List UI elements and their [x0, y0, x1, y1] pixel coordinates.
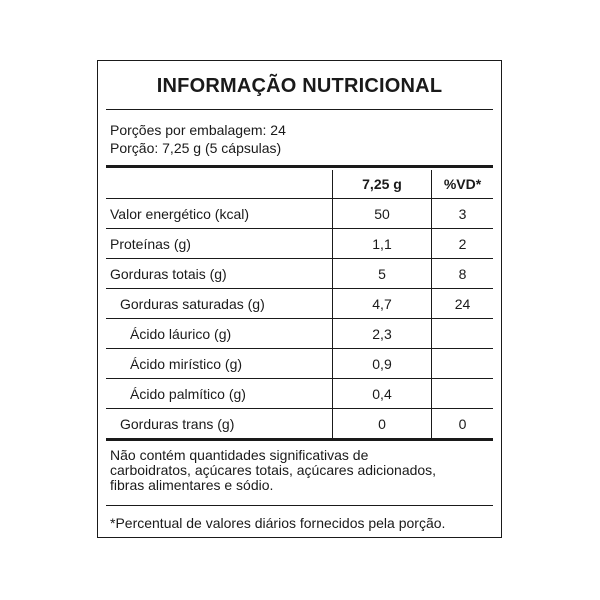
nutrient-amount: 0,4	[333, 379, 432, 409]
nutrient-dv: 2	[432, 229, 494, 259]
nutrient-amount: 4,7	[333, 289, 432, 319]
nutrient-name: Ácido mirístico (g)	[106, 349, 333, 379]
nutrient-name: Gorduras totais (g)	[106, 259, 333, 289]
serving-size: Porção: 7,25 g (5 cápsulas)	[110, 140, 282, 156]
table-row	[106, 289, 493, 319]
nutrition-facts-panel	[97, 60, 502, 538]
servings-per-package: Porções por embalagem: 24	[110, 122, 286, 138]
table-row	[106, 349, 493, 379]
table-row	[106, 409, 493, 439]
daily-value-footnote: *Percentual de valores diários fornecidos pela porção.	[110, 515, 446, 531]
nutrient-dv: 24	[432, 289, 494, 319]
nutrient-dv	[432, 319, 494, 349]
title-divider	[106, 109, 493, 110]
footnote-divider	[106, 505, 493, 506]
panel-title: INFORMAÇÃO NUTRICIONAL	[156, 75, 443, 97]
nutrient-amount: 0	[333, 409, 432, 439]
nutrient-name: Gorduras saturadas (g)	[106, 289, 333, 319]
nutrient-dv: 3	[432, 199, 494, 229]
nutrient-amount: 5	[333, 259, 432, 289]
serving-info	[110, 121, 286, 157]
nutrient-dv: 0	[432, 409, 494, 439]
not-significant-note	[110, 448, 489, 493]
note-line: carboidratos, açúcares totais, açúcares adicionados,	[110, 462, 437, 478]
nutrient-dv	[432, 349, 494, 379]
dv-column-header: %VD*	[432, 170, 494, 199]
table-row	[106, 319, 493, 349]
table-row	[106, 379, 493, 409]
table-row	[106, 229, 493, 259]
table-row	[106, 259, 493, 289]
table-bottom-divider	[106, 438, 493, 441]
table-row	[106, 199, 493, 229]
nutrient-amount: 0,9	[333, 349, 432, 379]
nutrient-name: Proteínas (g)	[106, 229, 333, 259]
header-thick-divider	[106, 165, 493, 168]
nutrient-name: Ácido láurico (g)	[106, 319, 333, 349]
note-line: fibras alimentares e sódio.	[110, 477, 274, 493]
nutrient-amount: 1,1	[333, 229, 432, 259]
nutrient-name: Ácido palmítico (g)	[106, 379, 333, 409]
nutrient-amount: 2,3	[333, 319, 432, 349]
note-line: Não contém quantidades significativas de	[110, 447, 369, 463]
nutrient-table	[106, 170, 493, 438]
nutrient-name: Valor energético (kcal)	[106, 199, 333, 229]
nutrient-amount: 50	[333, 199, 432, 229]
table-header-row	[106, 170, 493, 199]
nutrient-name: Gorduras trans (g)	[120, 415, 235, 432]
nutrient-dv: 8	[432, 259, 494, 289]
nutrient-dv	[432, 379, 494, 409]
nutrient-column-header	[106, 170, 333, 199]
amount-column-header: 7,25 g	[333, 170, 432, 199]
